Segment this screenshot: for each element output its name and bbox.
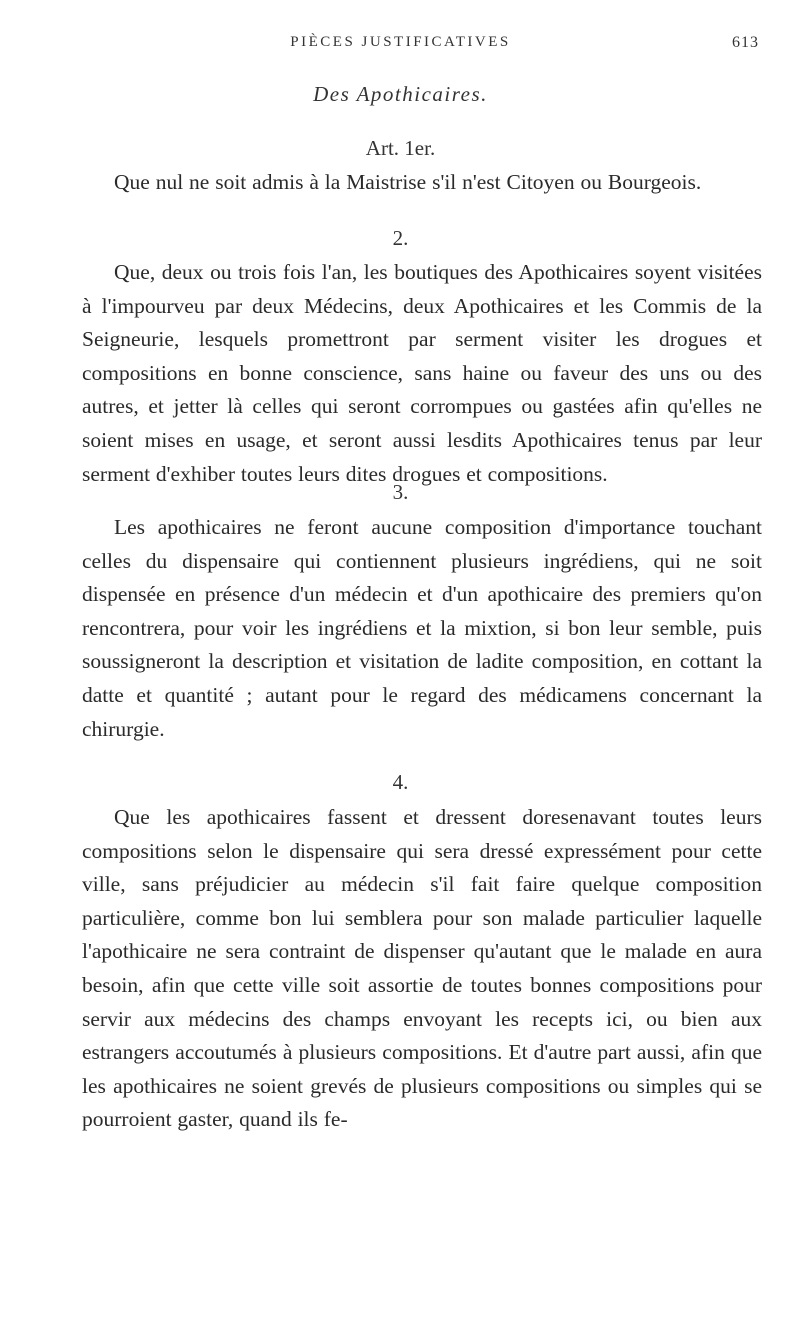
running-head-title: PIÈCES JUSTIFICATIVES <box>290 34 511 50</box>
article-1-text <box>82 166 762 200</box>
article-3-text <box>82 511 762 746</box>
page-number: 613 <box>732 34 759 51</box>
article-3-paragraph: Les apothicaires ne feront aucune composition d'importance touchant celles du dispensaire qui contiennent plusieurs ingrédiens, qui ne soit dispensée en présence d'un médecin et d'un apothicaire des premiers qu'on rencontrera, pour voir les ingrédiens et la mixtion, si bon leur semble, puis soussigneront la description et visitation de ladite composition, en cottant la datte et quantité ; autant pour le regard des médicamens concernant la chirurgie. <box>82 515 762 741</box>
running-head <box>0 34 801 58</box>
article-1-label: Art. 1er. <box>365 136 436 160</box>
section-title: Des Apothicaires. <box>313 82 488 106</box>
article-2-text <box>82 256 762 491</box>
article-4-text <box>82 801 762 1137</box>
article-2-label: 2. <box>392 226 409 250</box>
article-4-label: 4. <box>392 770 409 794</box>
article-1-paragraph: Que nul ne soit admis à la Maistrise s'il n'est Citoyen ou Bourgeois. <box>114 170 702 194</box>
article-4-paragraph: Que les apothicaires fassent et dressent doresenavant toutes leurs compositions selon le dispensaire qui sera dressé expressément pour cette ville, sans préjudicier au médecin s'il fait faire quelque composition particulière, comme bon lui semblera pour son malade particulier laquelle l'apothicaire ne sera contraint de dispenser qu'autant que le malade en aura besoin, afin que cette ville soit assortie de toutes bonnes compositions pour servir aux médecins des champs envoyant les recepts ici, ou bien aux estrangers accoutumés à plusieurs compositions. Et d'autre part aussi, afin que les apothicaires ne soient grevés de plusieurs compositions ou simples qui se pourroient gaster, quand ils fe- <box>82 805 762 1132</box>
article-2-paragraph: Que, deux ou trois fois l'an, les boutiques des Apothicaires soyent visitées à l'impourveu par deux Médecins, deux Apothicaires et les Commis de la Seigneurie, lesquels promettront par serment visiter les drogues et compositions en bonne conscience, sans haine ou faveur des uns ou des autres, et jetter là celles qui seront corrompues ou gastées afin qu'elles ne soient mises en usage, et seront aussi lesdits Apothicaires tenus par leur serment d'exhiber toutes leurs dites drogues et compositions. <box>82 260 762 486</box>
article-3-label: 3. <box>392 480 409 504</box>
